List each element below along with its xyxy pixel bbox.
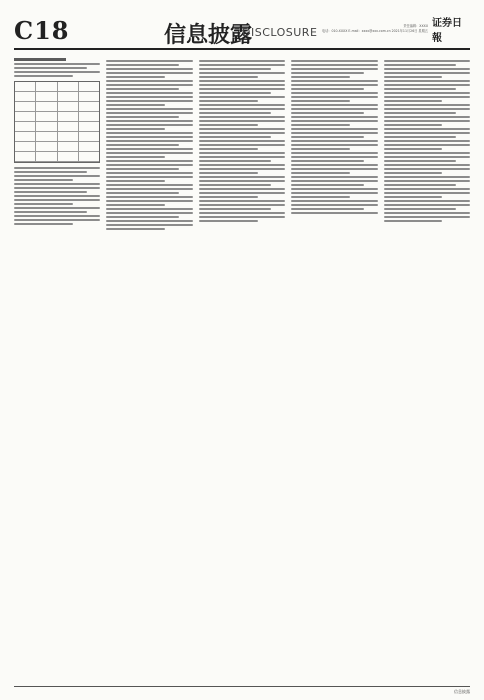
page-number: C18 bbox=[14, 16, 70, 45]
header-meta bbox=[308, 24, 428, 34]
column-1 bbox=[14, 58, 100, 682]
table-block bbox=[14, 81, 100, 163]
column-2 bbox=[106, 58, 192, 682]
column-heading bbox=[14, 58, 66, 61]
column-3 bbox=[199, 58, 285, 682]
section-title-en: DISCLOSURE bbox=[242, 26, 318, 39]
footer-text: 信息披露 bbox=[454, 689, 470, 694]
meta-line-1: 责任编辑：XXXX bbox=[403, 24, 428, 28]
newspaper-logo: 证券日報 bbox=[432, 17, 462, 44]
column-5 bbox=[384, 58, 470, 682]
section-title: 信息披露 bbox=[164, 22, 253, 48]
page-footer bbox=[14, 686, 470, 694]
meta-line-2: 电话：010-XXXX E-mail：xxxx@xxx.com.cn 2021年11月26日 星期五 bbox=[321, 29, 428, 33]
article-columns bbox=[14, 58, 470, 682]
page-header bbox=[14, 14, 470, 50]
column-4 bbox=[291, 58, 377, 682]
